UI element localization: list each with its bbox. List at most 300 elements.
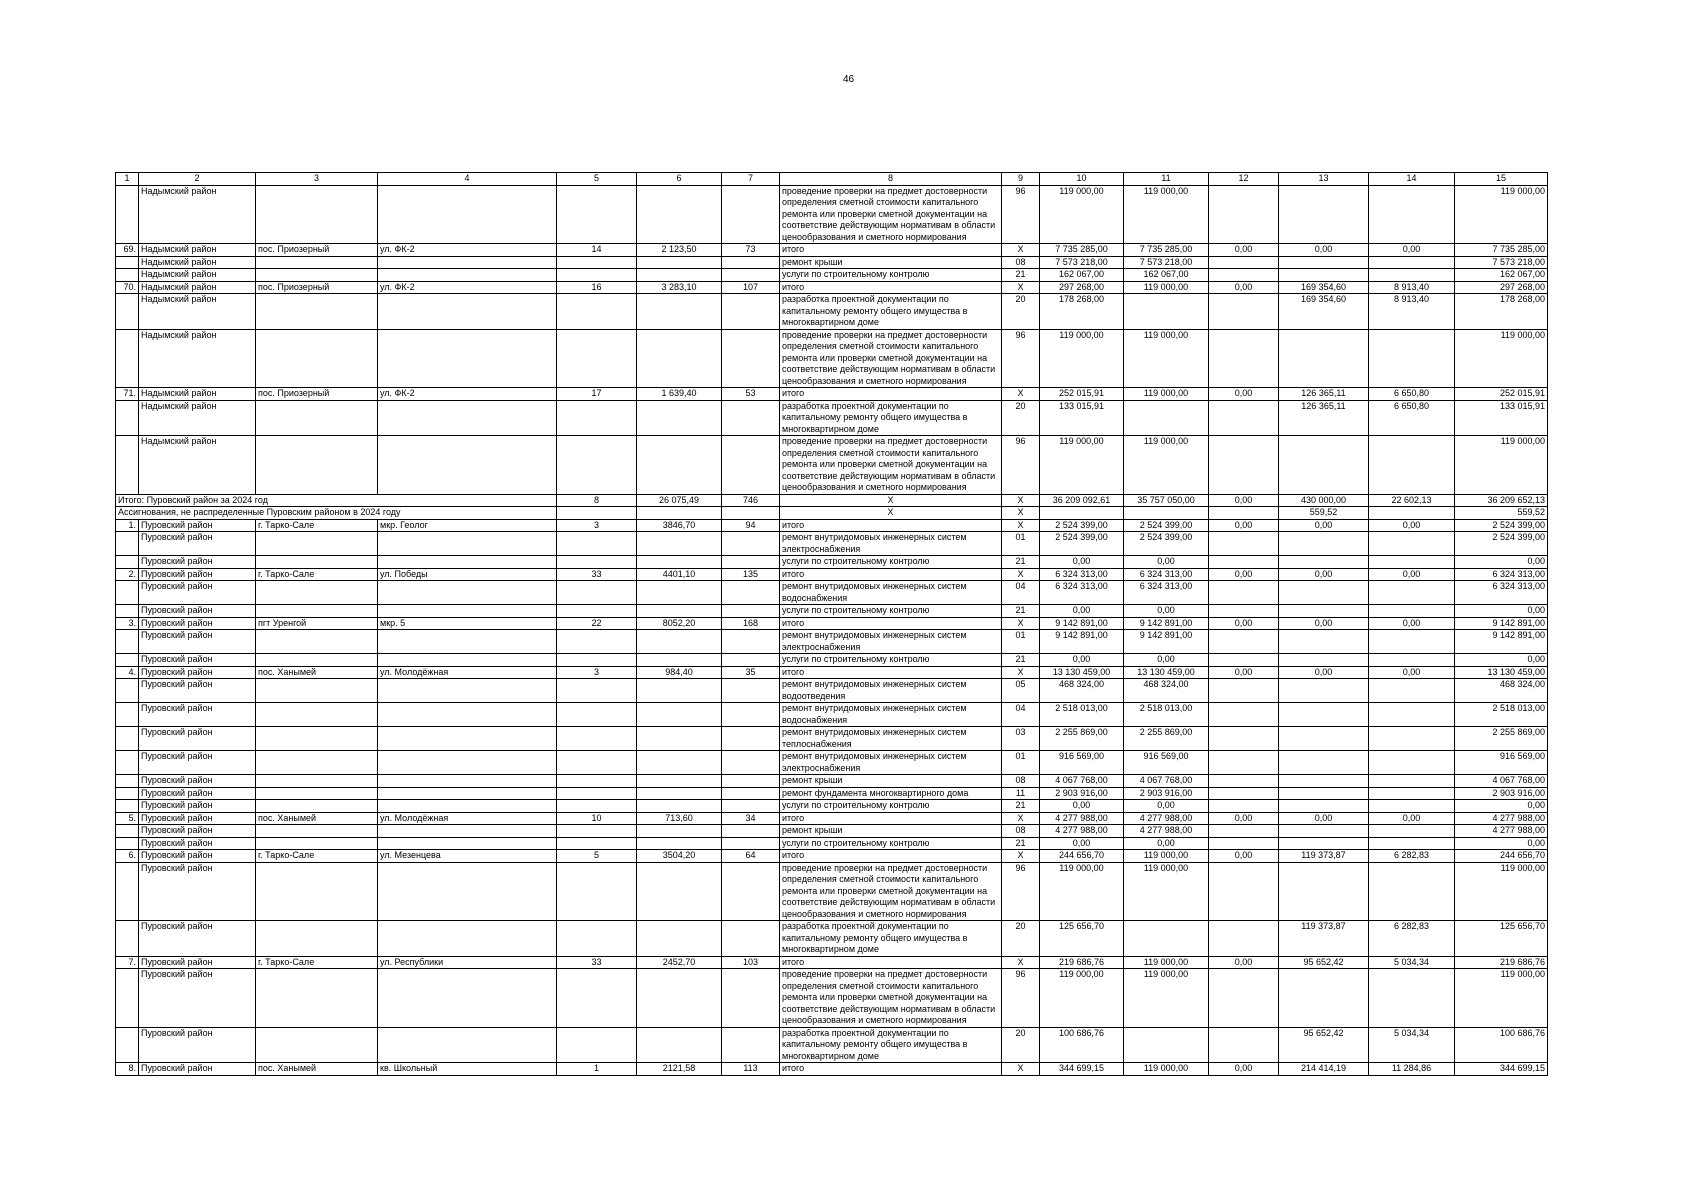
table-cell — [637, 532, 722, 556]
table-cell — [378, 679, 557, 703]
table-cell — [637, 269, 722, 282]
table-cell — [1369, 703, 1455, 727]
table-row — [116, 388, 1548, 401]
table-cell: 0,00 — [1369, 519, 1455, 532]
table-cell: 6 282,83 — [1369, 850, 1455, 863]
table-cell: итого — [780, 812, 1002, 825]
table-cell: 0,00 — [1209, 388, 1279, 401]
table-cell: Пуровский район — [139, 787, 256, 800]
column-number: 8 — [780, 173, 1002, 186]
table-cell — [1279, 269, 1369, 282]
table-cell: ремонт крыши — [780, 775, 1002, 788]
table-cell: Пуровский район — [139, 617, 256, 630]
table-cell: мкр. 5 — [378, 617, 557, 630]
table-cell: проведение проверки на предмет достоверности определения сметной стоимости капитального ремонта или проверки сметной документации на соответствие действующим нормативам в области ценообразования и сметного нормирования — [780, 862, 1002, 921]
page-number: 46 — [842, 74, 855, 85]
table-cell: 08 — [1002, 775, 1040, 788]
table-cell: Пуровский район — [139, 862, 256, 921]
table-cell: 34 — [722, 812, 780, 825]
table-cell: Пуровский район — [139, 850, 256, 863]
table-cell — [722, 581, 780, 605]
table-cell — [378, 185, 557, 244]
table-cell: 8. — [116, 1063, 139, 1076]
table-cell: 244 656,70 — [1455, 850, 1548, 863]
table-cell: 95 652,42 — [1279, 956, 1369, 969]
table-cell — [1279, 329, 1369, 388]
table-cell: разработка проектной документации по капитальному ремонту общего имущества в многоквартирном доме — [780, 294, 1002, 330]
table-cell — [1124, 921, 1209, 957]
table-cell: услуги по строительному контролю — [780, 269, 1002, 282]
table-cell — [1209, 581, 1279, 605]
table-cell: 746 — [722, 494, 780, 507]
table-cell: 2. — [116, 568, 139, 581]
table-cell — [1279, 969, 1369, 1028]
table-cell — [1209, 507, 1279, 520]
table-cell — [1279, 679, 1369, 703]
table-cell — [378, 329, 557, 388]
table-cell — [557, 581, 637, 605]
table-cell — [1209, 269, 1279, 282]
table-cell — [1279, 703, 1369, 727]
table-cell: итого — [780, 244, 1002, 257]
table-cell — [1369, 654, 1455, 667]
table-cell — [1209, 787, 1279, 800]
table-row — [116, 630, 1548, 654]
table-cell: ул. ФК-2 — [378, 388, 557, 401]
table-cell: 4 277 988,00 — [1124, 825, 1209, 838]
table-cell — [722, 775, 780, 788]
table-cell: пос. Ханымей — [256, 812, 378, 825]
table-cell: 133 015,91 — [1455, 400, 1548, 436]
table-cell — [722, 751, 780, 775]
table-cell — [256, 837, 378, 850]
table-cell: 4 067 768,00 — [1455, 775, 1548, 788]
table-row — [116, 281, 1548, 294]
table-cell: 100 686,76 — [1040, 1027, 1124, 1063]
table-row — [116, 568, 1548, 581]
table-cell: 36 209 092,61 — [1040, 494, 1124, 507]
table-cell — [256, 825, 378, 838]
table-cell: 3 283,10 — [637, 281, 722, 294]
table-cell — [1369, 825, 1455, 838]
column-number: 10 — [1040, 173, 1124, 186]
table-cell — [1209, 630, 1279, 654]
table-cell — [637, 825, 722, 838]
table-cell — [116, 727, 139, 751]
table-cell — [722, 256, 780, 269]
table-cell — [557, 269, 637, 282]
table-cell — [637, 969, 722, 1028]
table-cell: 5. — [116, 812, 139, 825]
table-cell — [722, 969, 780, 1028]
table-cell: 8 — [557, 494, 637, 507]
table-cell: 119 373,87 — [1279, 921, 1369, 957]
table-cell: 5 — [557, 850, 637, 863]
table-cell — [256, 679, 378, 703]
table-cell: 0,00 — [1369, 812, 1455, 825]
table-cell: Пуровский район — [139, 630, 256, 654]
table-row — [116, 519, 1548, 532]
table-cell: 0,00 — [1124, 837, 1209, 850]
table-cell: 36 209 652,13 — [1455, 494, 1548, 507]
table-cell: 119 000,00 — [1124, 281, 1209, 294]
table-cell: 916 569,00 — [1124, 751, 1209, 775]
table-row — [116, 654, 1548, 667]
table-cell: X — [780, 507, 1002, 520]
table-cell: 96 — [1002, 329, 1040, 388]
table-cell: 7 573 218,00 — [1455, 256, 1548, 269]
table-cell — [722, 532, 780, 556]
table-cell — [1369, 556, 1455, 569]
table-cell — [637, 1027, 722, 1063]
table-cell: ремонт внутридомовых инженерных систем электроснабжения — [780, 532, 1002, 556]
table-cell — [116, 400, 139, 436]
table-cell: 8 913,40 — [1369, 281, 1455, 294]
table-cell: 135 — [722, 568, 780, 581]
table-cell — [1369, 329, 1455, 388]
table-cell — [1369, 605, 1455, 618]
table-cell: Пуровский район — [139, 956, 256, 969]
table-cell — [378, 269, 557, 282]
table-cell: ремонт внутридомовых инженерных систем теплоснабжения — [780, 727, 1002, 751]
table-cell: пос. Ханымей — [256, 1063, 378, 1076]
table-cell — [637, 329, 722, 388]
table-cell: Надымский район — [139, 329, 256, 388]
table-cell — [378, 400, 557, 436]
table-cell — [116, 800, 139, 813]
table-cell: кв. Школьный — [378, 1063, 557, 1076]
table-cell — [1209, 294, 1279, 330]
table-cell — [557, 679, 637, 703]
table-cell — [557, 532, 637, 556]
table-cell — [1209, 703, 1279, 727]
column-number: 2 — [139, 173, 256, 186]
table-cell: 119 000,00 — [1124, 329, 1209, 388]
table-cell — [378, 862, 557, 921]
table-cell: 0,00 — [1279, 666, 1369, 679]
table-cell — [1279, 581, 1369, 605]
table-cell: 2 255 869,00 — [1040, 727, 1124, 751]
table-cell — [722, 727, 780, 751]
table-cell: 21 — [1002, 837, 1040, 850]
table-cell — [557, 294, 637, 330]
table-cell: 11 284,86 — [1369, 1063, 1455, 1076]
table-row — [116, 850, 1548, 863]
table-cell — [1369, 507, 1455, 520]
table-cell: 01 — [1002, 751, 1040, 775]
table-cell — [637, 294, 722, 330]
table-cell — [722, 679, 780, 703]
table-cell: X — [1002, 388, 1040, 401]
table-cell — [256, 654, 378, 667]
table-cell — [256, 787, 378, 800]
table-cell — [256, 605, 378, 618]
table-cell — [378, 751, 557, 775]
table-row — [116, 812, 1548, 825]
table-row — [116, 436, 1548, 495]
table-cell — [557, 800, 637, 813]
table-row — [116, 837, 1548, 850]
table-cell — [1209, 800, 1279, 813]
table-cell: 9 142 891,00 — [1124, 630, 1209, 654]
table-cell — [557, 775, 637, 788]
table-cell: 0,00 — [1279, 244, 1369, 257]
table-row — [116, 800, 1548, 813]
table-row — [116, 787, 1548, 800]
table-row — [116, 862, 1548, 921]
table-cell — [637, 630, 722, 654]
table-cell: Пуровский район — [139, 679, 256, 703]
table-cell: Пуровский район — [139, 775, 256, 788]
table-cell — [557, 787, 637, 800]
table-cell — [637, 185, 722, 244]
table-cell: 6 324 313,00 — [1040, 581, 1124, 605]
table-cell — [637, 581, 722, 605]
table-cell: Пуровский район — [139, 532, 256, 556]
table-cell: услуги по строительному контролю — [780, 556, 1002, 569]
table-cell: ул. Победы — [378, 568, 557, 581]
table-cell: 0,00 — [1279, 617, 1369, 630]
table-cell: 0,00 — [1209, 850, 1279, 863]
table-cell: 119 000,00 — [1124, 850, 1209, 863]
table-row — [116, 400, 1548, 436]
table-cell: Пуровский район — [139, 751, 256, 775]
table-cell: 4 277 988,00 — [1455, 825, 1548, 838]
table-cell — [1369, 630, 1455, 654]
table-cell: 4 277 988,00 — [1455, 812, 1548, 825]
table-cell: 2 255 869,00 — [1455, 727, 1548, 751]
table-cell: услуги по строительному контролю — [780, 800, 1002, 813]
table-cell: 69. — [116, 244, 139, 257]
table-cell — [1209, 556, 1279, 569]
table-cell: итого — [780, 617, 1002, 630]
table-cell — [1279, 532, 1369, 556]
table-cell — [557, 256, 637, 269]
column-number: 5 — [557, 173, 637, 186]
table-cell: 119 000,00 — [1124, 185, 1209, 244]
table-cell: ул. Молодёжная — [378, 812, 557, 825]
table-cell — [557, 400, 637, 436]
table-cell: 0,00 — [1455, 837, 1548, 850]
table-cell: проведение проверки на предмет достоверности определения сметной стоимости капитального ремонта или проверки сметной документации на соответствие действующим нормативам в области ценообразования и сметного нормирования — [780, 436, 1002, 495]
table-cell: Надымский район — [139, 185, 256, 244]
table-cell: 7 573 218,00 — [1040, 256, 1124, 269]
table-cell: X — [1002, 281, 1040, 294]
table-cell — [378, 294, 557, 330]
table-cell — [637, 862, 722, 921]
table-cell — [637, 654, 722, 667]
table-cell: 96 — [1002, 436, 1040, 495]
table-cell: 21 — [1002, 800, 1040, 813]
table-cell: пос. Приозерный — [256, 244, 378, 257]
column-number: 1 — [116, 173, 139, 186]
table-cell — [637, 679, 722, 703]
table-cell: 2 518 013,00 — [1455, 703, 1548, 727]
table-cell: 9 142 891,00 — [1455, 630, 1548, 654]
table-cell — [722, 837, 780, 850]
table-cell — [1279, 436, 1369, 495]
table-cell: 0,00 — [1455, 556, 1548, 569]
table-cell: услуги по строительному контролю — [780, 837, 1002, 850]
table-cell: 0,00 — [1209, 281, 1279, 294]
table-cell: Пуровский район — [139, 519, 256, 532]
table-cell: 6 324 313,00 — [1124, 581, 1209, 605]
table-cell — [378, 787, 557, 800]
table-cell — [116, 630, 139, 654]
table-cell — [722, 507, 780, 520]
table-cell — [116, 969, 139, 1028]
table-cell: г. Тарко-Сале — [256, 850, 378, 863]
table-cell — [256, 294, 378, 330]
table-cell — [1209, 436, 1279, 495]
table-cell: 916 569,00 — [1040, 751, 1124, 775]
table-cell: 252 015,91 — [1040, 388, 1124, 401]
table-cell: 21 — [1002, 605, 1040, 618]
table-cell: 6 324 313,00 — [1124, 568, 1209, 581]
table-cell: Пуровский район — [139, 568, 256, 581]
table-cell — [116, 294, 139, 330]
table-cell: ремонт внутридомовых инженерных систем водоотведения — [780, 679, 1002, 703]
table-cell — [1209, 825, 1279, 838]
table-row — [116, 556, 1548, 569]
table-cell — [1209, 532, 1279, 556]
table-cell — [557, 751, 637, 775]
table-cell: 10 — [557, 812, 637, 825]
table-cell — [637, 400, 722, 436]
table-cell — [1279, 256, 1369, 269]
table-cell — [256, 185, 378, 244]
table-cell: 0,00 — [1279, 812, 1369, 825]
table-cell: Пуровский район — [139, 812, 256, 825]
table-cell — [557, 630, 637, 654]
table-cell: 01 — [1002, 532, 1040, 556]
table-cell: Пуровский район — [139, 654, 256, 667]
table-cell: 9 142 891,00 — [1040, 617, 1124, 630]
table-cell: 73 — [722, 244, 780, 257]
table-cell — [256, 256, 378, 269]
table-cell: X — [1002, 568, 1040, 581]
table-cell — [1369, 269, 1455, 282]
table-cell — [116, 269, 139, 282]
table-cell: ремонт крыши — [780, 256, 1002, 269]
table-cell: Надымский район — [139, 436, 256, 495]
table-cell — [1040, 507, 1124, 520]
table-cell: ул. Мезенцева — [378, 850, 557, 863]
table-row — [116, 666, 1548, 679]
table-cell: 53 — [722, 388, 780, 401]
table-cell: 559,52 — [1455, 507, 1548, 520]
table-cell — [116, 581, 139, 605]
table-cell: 0,00 — [1209, 1063, 1279, 1076]
table-cell: 20 — [1002, 400, 1040, 436]
table-cell: 430 000,00 — [1279, 494, 1369, 507]
table-cell: X — [1002, 244, 1040, 257]
table-row — [116, 703, 1548, 727]
table-cell: итого — [780, 388, 1002, 401]
table-cell — [637, 703, 722, 727]
table-cell — [722, 800, 780, 813]
table-cell — [256, 862, 378, 921]
table-cell: 468 324,00 — [1040, 679, 1124, 703]
table-cell: 2 903 916,00 — [1124, 787, 1209, 800]
table-cell: 3504,20 — [637, 850, 722, 863]
register-table — [115, 172, 1548, 1076]
table-cell — [116, 703, 139, 727]
table-cell: 119 000,00 — [1124, 1063, 1209, 1076]
table-cell — [116, 825, 139, 838]
table-row — [116, 185, 1548, 244]
table-cell — [1209, 679, 1279, 703]
table-cell: 0,00 — [1209, 244, 1279, 257]
table-cell — [637, 837, 722, 850]
table-cell — [256, 556, 378, 569]
table-cell: 7 735 285,00 — [1040, 244, 1124, 257]
table-cell — [116, 256, 139, 269]
table-cell — [1369, 436, 1455, 495]
table-cell: 119 000,00 — [1040, 862, 1124, 921]
table-cell: 0,00 — [1124, 605, 1209, 618]
table-row — [116, 969, 1548, 1028]
table-cell: Пуровский район — [139, 1027, 256, 1063]
column-number: 14 — [1369, 173, 1455, 186]
table-cell: 125 656,70 — [1455, 921, 1548, 957]
column-number: 12 — [1209, 173, 1279, 186]
table-cell: итого — [780, 1063, 1002, 1076]
table-cell — [378, 800, 557, 813]
table-cell — [1124, 294, 1209, 330]
table-cell — [557, 703, 637, 727]
table-cell: 14 — [557, 244, 637, 257]
table-cell — [557, 1027, 637, 1063]
table-cell: 4 277 988,00 — [1040, 825, 1124, 838]
table-cell — [116, 787, 139, 800]
table-row — [116, 1027, 1548, 1063]
table-cell: 7. — [116, 956, 139, 969]
table-cell: 21 — [1002, 556, 1040, 569]
table-cell — [1209, 605, 1279, 618]
table-cell: 2 903 916,00 — [1040, 787, 1124, 800]
table-cell: X — [780, 494, 1002, 507]
table-cell: 5 034,34 — [1369, 1027, 1455, 1063]
table-cell: 6 650,80 — [1369, 400, 1455, 436]
table-cell — [637, 605, 722, 618]
table-cell: 04 — [1002, 581, 1040, 605]
table-cell — [256, 630, 378, 654]
table-cell: 2 518 013,00 — [1040, 703, 1124, 727]
table-cell — [1279, 751, 1369, 775]
table-cell: 0,00 — [1369, 244, 1455, 257]
table-cell — [1279, 727, 1369, 751]
table-cell: 33 — [557, 568, 637, 581]
table-row — [116, 1063, 1548, 1076]
table-cell: Надымский район — [139, 388, 256, 401]
table-cell: 94 — [722, 519, 780, 532]
table-cell: 3. — [116, 617, 139, 630]
table-cell: 26 075,49 — [637, 494, 722, 507]
table-cell — [557, 825, 637, 838]
table-cell: 9 142 891,00 — [1124, 617, 1209, 630]
table-cell: 2121,58 — [637, 1063, 722, 1076]
table-cell — [557, 556, 637, 569]
table-cell — [1209, 921, 1279, 957]
table-cell — [116, 775, 139, 788]
table-cell — [256, 800, 378, 813]
table-cell: ремонт крыши — [780, 825, 1002, 838]
table-cell: 7 735 285,00 — [1124, 244, 1209, 257]
table-row — [116, 244, 1548, 257]
table-cell: 6 282,83 — [1369, 921, 1455, 957]
table-cell: 1 639,40 — [637, 388, 722, 401]
